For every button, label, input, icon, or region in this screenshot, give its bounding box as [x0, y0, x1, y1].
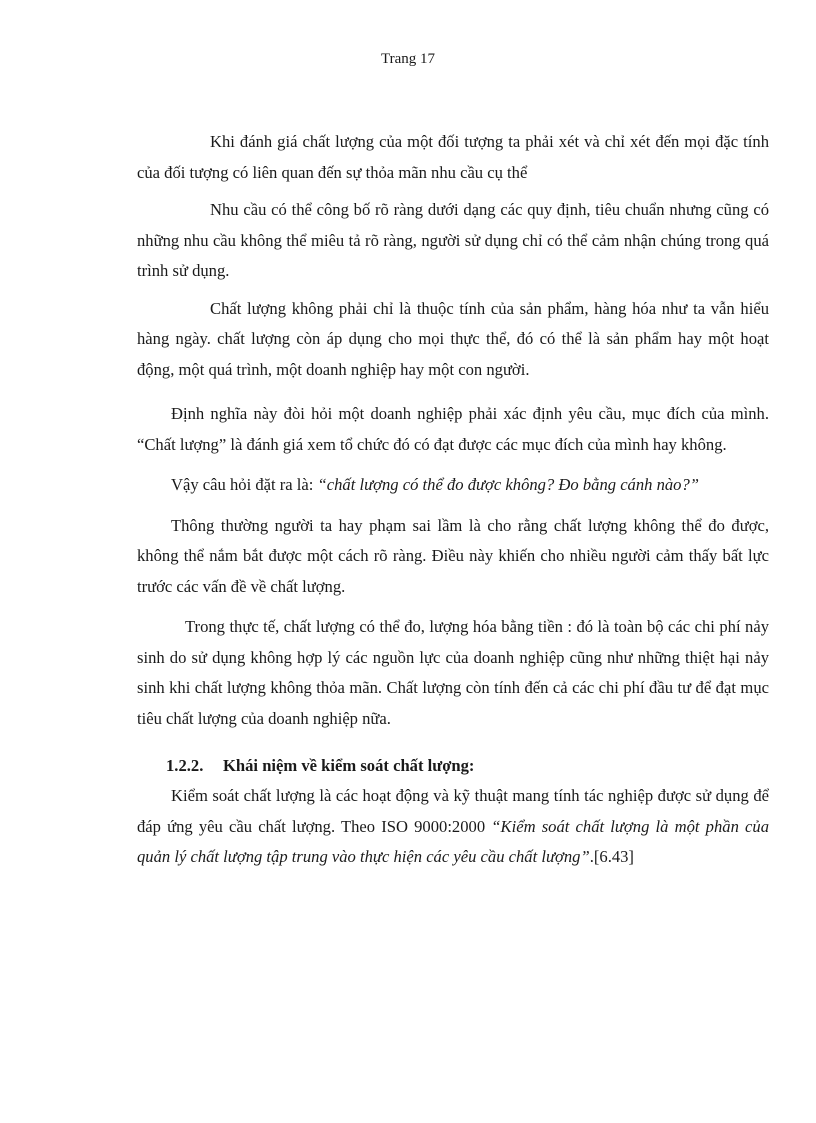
question-lead: Vậy câu hỏi đặt ra là:	[171, 475, 318, 494]
question-quote: “chất lượng có thể đo được không? Đo bằng cánh nào?”	[317, 475, 700, 494]
paragraph-needs: Nhu cầu có thể công bố rõ ràng dưới dạng các quy định, tiêu chuẩn nhưng cũng có những nhu cầu không thể miêu tả rõ ràng, người sử dụng chỉ có thể cảm nhận chúng trong quá trình sử dụng.	[137, 200, 769, 280]
qc-quote: “Kiểm soát chất lượng là một phần của quản lý chất lượng tập trung vào thực hiện các yêu cầu chất lượng”	[137, 816, 769, 866]
qc-citation: .[6.43]	[589, 847, 634, 866]
paragraph-measurement: Trong thực tế, chất lượng có thể đo, lượng hóa bằng tiền : đó là toàn bộ các chi phí nảy sinh do sử dụng không hợp lý các nguồn lực của doanh nghiệp cũng như những thiệt hại nảy sinh khi chất lượng không thỏa mãn. Chất lượng còn tính đến cả các chi phí đầu tư để đạt mục tiêu chất lượng của doanh nghiệp nữa.	[137, 617, 769, 728]
paragraph-misconception: Thông thường người ta hay phạm sai lầm là cho rằng chất lượng không thể đo được, không thể nắm bắt được một cách rõ ràng. Điều này khiến cho nhiều người cảm thấy bất lực trước các vấn đề về chất lượng.	[137, 515, 769, 596]
document-body	[137, 127, 769, 873]
section-number: 1.2.2.	[166, 756, 204, 775]
paragraph-evaluation: Khi đánh giá chất lượng của một đối tượng ta phải xét và chỉ xét đến mọi đặc tính của đối tượng có liên quan đến sự thỏa mãn nhu cầu cụ thể	[137, 132, 769, 182]
page-number: Trang 17	[380, 51, 436, 67]
paragraph-question	[137, 470, 769, 501]
paragraph-definition: Định nghĩa này đòi hỏi một doanh nghiệp phải xác định yêu cầu, mục đích của mình. “Chất lượng” là đánh giá xem tổ chức đó có đạt được các mục đích của mình hay không.	[137, 404, 769, 454]
section-heading	[137, 751, 769, 781]
section-title: Khái niệm về kiểm soát chất lượng:	[223, 756, 475, 775]
paragraph-quality-scope: Chất lượng không phải chỉ là thuộc tính của sản phẩm, hàng hóa như ta vẫn hiểu hàng ngày. chất lượng còn áp dụng cho mọi thực thể, đó có thể là sản phẩm hay một hoạt động, một quá trình, một doanh nghiệp hay một con người.	[137, 298, 769, 379]
qc-lead: Kiểm soát chất lượng là các hoạt động và kỹ thuật mang tính tác nghiệp được sử dụng để đáp ứng yêu cầu chất lượng. Theo ISO 9000:2000	[137, 786, 769, 836]
paragraph-quality-control	[137, 781, 769, 873]
